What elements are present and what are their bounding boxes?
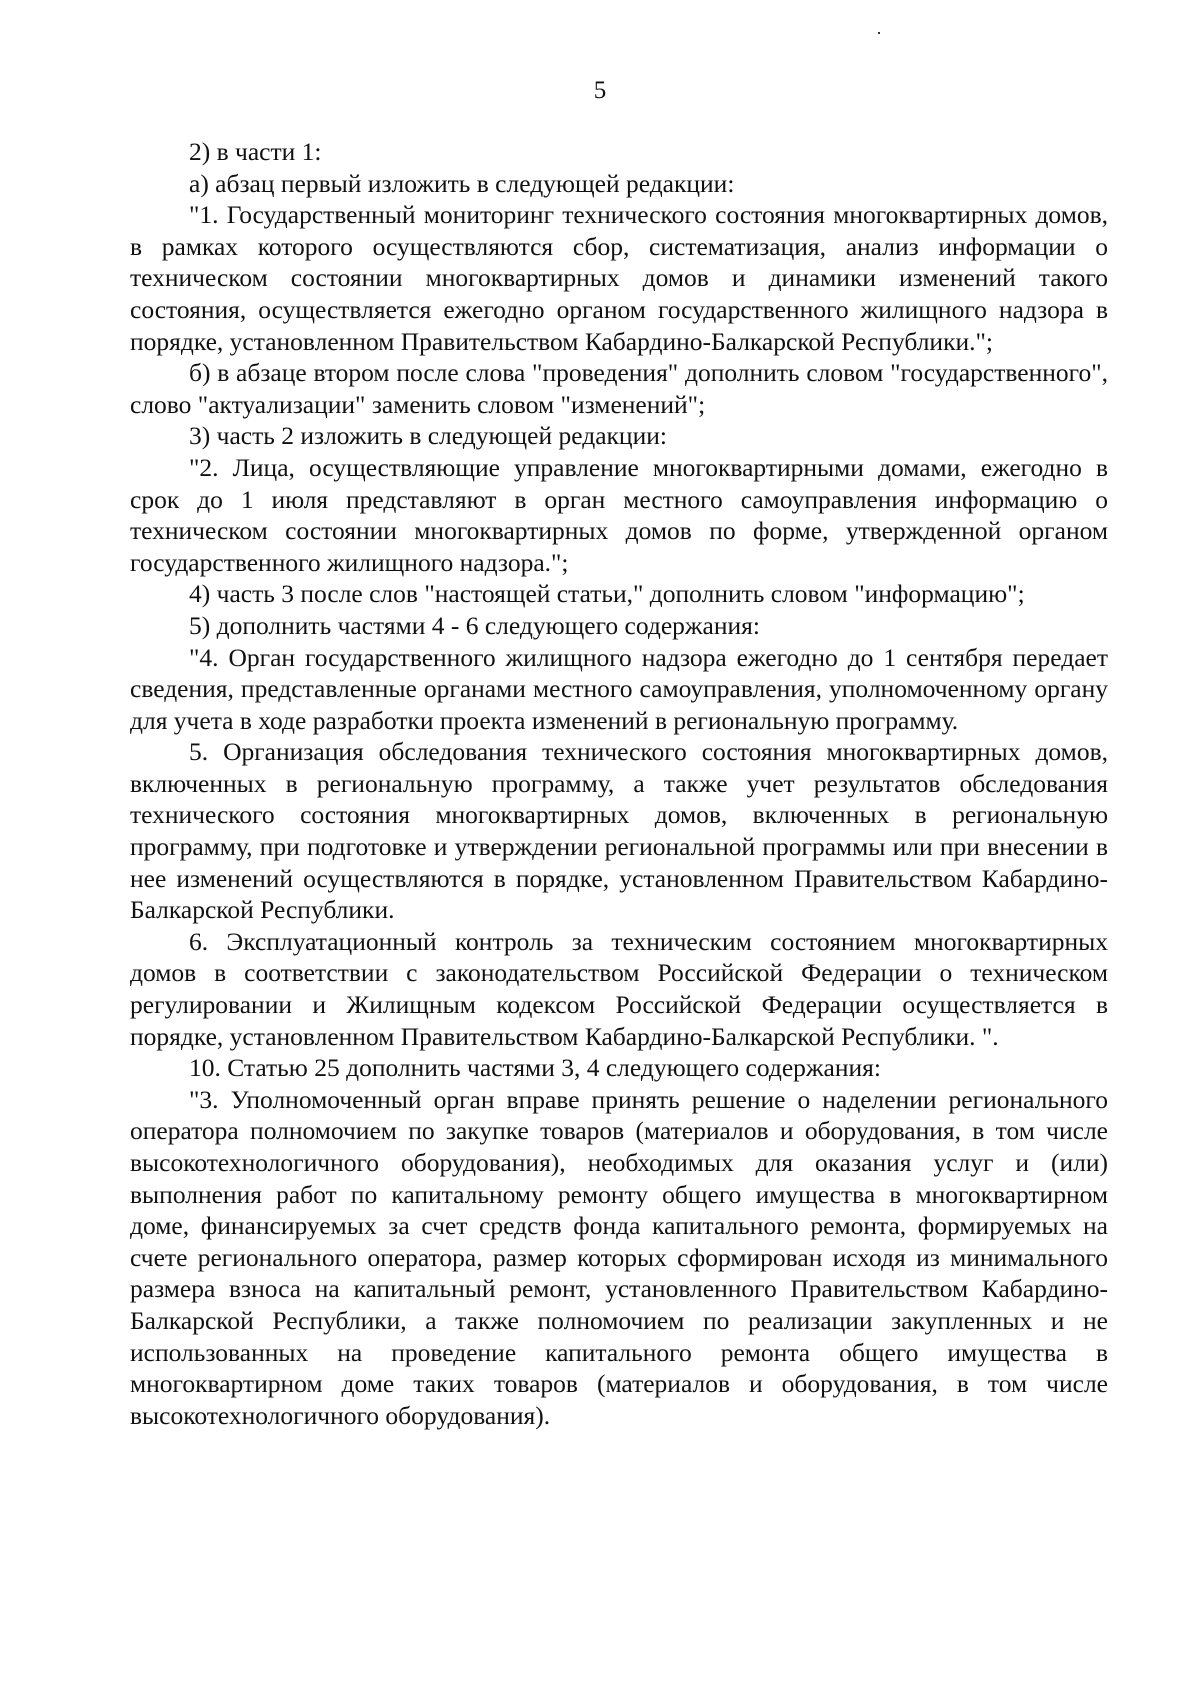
paragraph-quote-part-3: "3. Уполномоченный орган вправе принять решение о наделении регионального оператора полномочием по закупке товаров (материалов и оборудования, в том числе высокотехнологичного оборудования), необходимых для оказания услуг и (или) выполнения работ по капитальному ремонту общего имущества в многоквартирном доме, финансируемых за счет средств фонда капитального ремонта, формируемых на счете регионального оператора, размер которых сформирован исходя из минимального размера взноса на капитальный ремонт, установленного Правительством Кабардино-Балкарской Республики, а также полномочием по реализации закупленных и не использованных на проведение капитального ремонта общего имущества в многоквартирном доме таких товаров (материалов и оборудования, в том числе высокотехнологичного оборудования).	[130, 1084, 1108, 1430]
paragraph-item-10: 10. Статью 25 дополнить частями 3, 4 следующего содержания:	[189, 1053, 881, 1083]
paragraph-part-5: 5. Организация обследования технического состояния многоквартирных домов, включенных в региональную программу, а также учет результатов обследования технического состояния многоквартирных домов, включенных в региональную программу, при подготовке и утверждении региональной программы или при внесении в нее изменений осуществляются в порядке, установленном Правительством Кабардино-Балкарской Республики.	[130, 737, 1108, 925]
paragraph-subitem-b: б) в абзаце втором после слова "проведения" дополнить словом "государственного", слово "актуализации" заменить словом "изменений";	[130, 358, 1108, 419]
paragraph-quote-part-4: "4. Орган государственного жилищного надзора ежегодно до 1 сентября передает сведения, представленные органами местного самоуправления, уполномоченному органу для учета в ходе разработки проекта изменений в региональную программу.	[130, 642, 1108, 735]
scan-speck	[878, 32, 880, 34]
paragraph-item-2-part-1: 2) в части 1:	[189, 137, 322, 166]
paragraph-part-6: 6. Эксплуатационный контроль за техническим состоянием многоквартирных домов в соответствии с законодательством Российской Федерации о техническом регулировании и Жилищным кодексом Российской Федерации осуществляется в порядке, установленном Правительством Кабардино-Балкарской Республики. ".	[130, 926, 1108, 1051]
paragraph-item-3: 3) часть 2 изложить в следующей редакции:	[189, 421, 667, 451]
paragraph-item-4: 4) часть 3 после слов "настоящей статьи," дополнить словом "информацию";	[189, 579, 1025, 609]
paragraph-quote-part-1: "1. Государственный мониторинг технического состояния многоквартирных домов, в рамках которого осуществляются сбор, систематизация, анализ информации о техническом состоянии многоквартирных домов и динамики изменений такого состояния, осуществляется ежегодно органом государственного жилищного надзора в порядке, установленном Правительством Кабардино-Балкарской Республики.";	[130, 200, 1108, 356]
paragraph-quote-part-2: "2. Лица, осуществляющие управление многоквартирными домами, ежегодно в срок до 1 июля представляют в орган местного самоуправления информацию о техническом состоянии многоквартирных домов по форме, утвержденной органом государственного жилищного надзора.";	[130, 452, 1108, 577]
paragraph-subitem-a: а) абзац первый изложить в следующей редакции:	[189, 168, 735, 198]
document-body	[130, 136, 1108, 1431]
page-number: 5	[593, 77, 607, 104]
paragraph-item-5: 5) дополнить частями 4 - 6 следующего содержания:	[189, 610, 760, 640]
